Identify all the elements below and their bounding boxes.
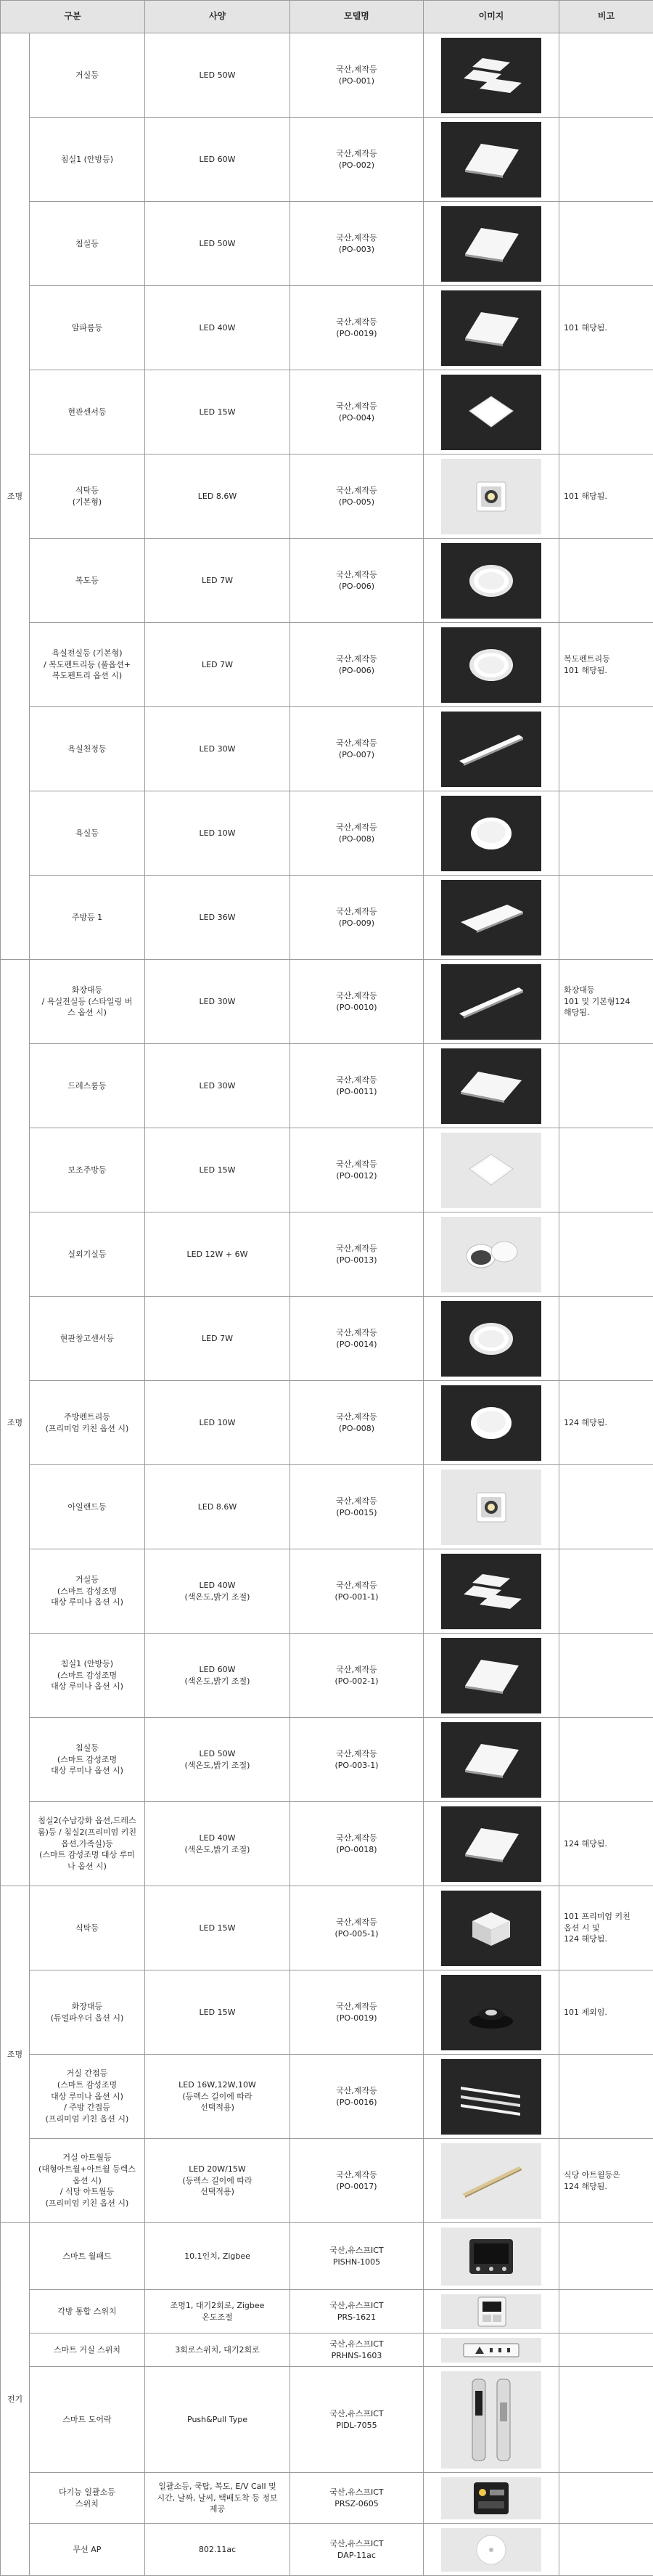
small-square-panel-icon (441, 1133, 541, 1208)
model-cell: 국산,제작등 (PO-008) (290, 791, 424, 876)
round-downlight-icon (441, 1301, 541, 1377)
table-row (1, 286, 653, 370)
header-spec: 사양 (145, 1, 290, 33)
spec-cell: LED 7W (145, 623, 290, 707)
model-cell: 국산,제작등 (PO-001) (290, 33, 424, 118)
linear-bar-icon (441, 712, 541, 787)
fixture-name-cell: 아일랜드등 (30, 1465, 145, 1549)
linear-profiles-icon (441, 2059, 541, 2135)
spec-cell: 일괄소등, 쿡탑, 복도, E/V Call 및 시간, 날짜, 날씨, 택배도착 등 정보 제공 (145, 2473, 290, 2524)
spec-cell: LED 40W (색온도,밝기 조절) (145, 1549, 290, 1634)
note-cell (559, 202, 653, 286)
spec-cell: LED 15W (145, 370, 290, 455)
note-cell: 화장대등 101 및 기본형124 해당됨. (559, 960, 653, 1044)
three-square-panels-icon (441, 1554, 541, 1629)
table-row (1, 2473, 653, 2524)
header-model: 모델명 (290, 1, 424, 33)
image-cell (424, 2223, 559, 2290)
model-cell: 국산,제작등 (PO-002-1) (290, 1634, 424, 1718)
fixture-name-cell: 침실1 (안방등) (30, 118, 145, 202)
fixture-name-cell: 실외기실등 (30, 1212, 145, 1297)
note-cell: 식당 아트월등은 124 해당됨. (559, 2139, 653, 2223)
table-row (1, 1381, 653, 1465)
image-cell (424, 1634, 559, 1718)
model-cell: 국산,유스프ICT PRHNS-1603 (290, 2334, 424, 2367)
note-cell: 101 해당됨. (559, 286, 653, 370)
model-cell: 국산,제작등 (PO-007) (290, 707, 424, 791)
table-row (1, 876, 653, 960)
round-downlight-icon (441, 543, 541, 619)
spec-cell: LED 50W (145, 33, 290, 118)
round-downlight-icon (441, 627, 541, 703)
table-row (1, 455, 653, 539)
image-cell (424, 1718, 559, 1802)
model-cell: 국산,제작등 (PO-0013) (290, 1212, 424, 1297)
spec-cell: LED 60W (145, 118, 290, 202)
spec-cell: Push&Pull Type (145, 2367, 290, 2473)
fixture-name-cell: 각방 통합 스위치 (30, 2290, 145, 2334)
image-cell (424, 1044, 559, 1128)
note-cell (559, 1465, 653, 1549)
fixture-name-cell: 현관센서등 (30, 370, 145, 455)
note-cell (559, 1549, 653, 1634)
door-lock-icon (441, 2371, 541, 2469)
model-cell: 국산,제작등 (PO-0017) (290, 2139, 424, 2223)
table-row (1, 1718, 653, 1802)
fixture-name-cell: 거실 아트월등 (대형아트월+아트월 등렉스 옵션 시) / 식당 아트월등 (프리미엄 키친 옵션 시) (30, 2139, 145, 2223)
small-square-panel-icon (441, 375, 541, 450)
fixture-name-cell: 스마트 도어락 (30, 2367, 145, 2473)
image-cell (424, 1802, 559, 1886)
model-cell: 국산,제작등 (PO-0015) (290, 1465, 424, 1549)
note-cell (559, 539, 653, 623)
note-cell: 124 해당됨. (559, 1802, 653, 1886)
fixture-name-cell: 침실1 (안방등) (스마트 감성조명 대상 루미나 옵션 시) (30, 1634, 145, 1718)
image-cell (424, 1465, 559, 1549)
square-panel-icon (441, 206, 541, 282)
table-row (1, 2334, 653, 2367)
image-cell (424, 455, 559, 539)
spec-cell: LED 30W (145, 707, 290, 791)
image-cell (424, 539, 559, 623)
spec-cell: LED 36W (145, 876, 290, 960)
model-cell: 국산,제작등 (PO-003-1) (290, 1718, 424, 1802)
table-row (1, 1634, 653, 1718)
spec-cell: LED 15W (145, 1886, 290, 1970)
note-cell: 복도펜트리등 101 해당됨. (559, 623, 653, 707)
model-cell: 국산,제작등 (PO-008) (290, 1381, 424, 1465)
round-dome-icon (441, 796, 541, 871)
note-cell (559, 1634, 653, 1718)
table-row (1, 2367, 653, 2473)
square-panel-icon (441, 122, 541, 197)
note-cell (559, 1044, 653, 1128)
rect-panel-icon (441, 1048, 541, 1124)
image-cell (424, 2290, 559, 2334)
model-cell: 국산,유스프ICT DAP-11ac (290, 2524, 424, 2576)
image-cell (424, 33, 559, 118)
fixture-name-cell: 침실등 (스마트 감성조명 대상 루미나 옵션 시) (30, 1718, 145, 1802)
note-cell: 124 해당됨. (559, 1381, 653, 1465)
fixture-name-cell: 주방펜트리등 (프리미엄 키친 옵션 시) (30, 1381, 145, 1465)
table-row (1, 2055, 653, 2139)
spec-cell: LED 60W (색온도,밝기 조절) (145, 1634, 290, 1718)
dome-pair-icon (441, 1217, 541, 1292)
table-row (1, 623, 653, 707)
image-cell (424, 707, 559, 791)
note-cell (559, 2290, 653, 2334)
image-cell (424, 876, 559, 960)
model-cell: 국산,제작등 (PO-003) (290, 202, 424, 286)
header-image: 이미지 (424, 1, 559, 33)
header-note: 비고 (559, 1, 653, 33)
fixture-name-cell: 거실등 (스마트 감성조명 대상 루미나 옵션 시) (30, 1549, 145, 1634)
round-dome-icon (441, 1385, 541, 1461)
spec-cell: LED 10W (145, 791, 290, 876)
table-row (1, 33, 653, 118)
image-cell (424, 2473, 559, 2524)
spec-cell: LED 40W (색온도,밝기 조절) (145, 1802, 290, 1886)
model-cell: 국산,제작등 (PO-002) (290, 118, 424, 202)
image-cell (424, 1212, 559, 1297)
model-cell: 국산,제작등 (PO-0014) (290, 1297, 424, 1381)
model-cell: 국산,제작등 (PO-0018) (290, 1802, 424, 1886)
image-cell (424, 1970, 559, 2055)
table-row (1, 1970, 653, 2055)
room-switch-icon (441, 2294, 541, 2329)
fixture-name-cell: 현관창고센서등 (30, 1297, 145, 1381)
spec-cell: LED 50W (145, 202, 290, 286)
note-cell (559, 2524, 653, 2576)
fixture-name-cell: 복도등 (30, 539, 145, 623)
wallpad-icon (441, 2227, 541, 2286)
table-row (1, 1128, 653, 1212)
spec-cell: LED 7W (145, 1297, 290, 1381)
spotlight-black-icon (441, 1975, 541, 2050)
square-panel-icon (441, 1806, 541, 1882)
note-cell (559, 2367, 653, 2473)
model-cell: 국산,제작등 (PO-005-1) (290, 1886, 424, 1970)
table-row (1, 960, 653, 1044)
fixture-name-cell: 욕실천정등 (30, 707, 145, 791)
recessed-spot-icon (441, 459, 541, 534)
linear-bar-icon (441, 964, 541, 1040)
model-cell: 국산,유스프ICT PRSZ-0605 (290, 2473, 424, 2524)
model-cell: 국산,제작등 (PO-0019) (290, 286, 424, 370)
note-cell (559, 1128, 653, 1212)
note-cell (559, 707, 653, 791)
note-cell (559, 118, 653, 202)
fixture-name-cell: 주방등 1 (30, 876, 145, 960)
table-body (1, 33, 653, 2576)
note-cell (559, 1212, 653, 1297)
image-cell (424, 2139, 559, 2223)
note-cell: 101 해당됨. (559, 455, 653, 539)
image-cell (424, 202, 559, 286)
recessed-spot-icon (441, 1470, 541, 1545)
table-row (1, 539, 653, 623)
spec-cell: LED 12W + 6W (145, 1212, 290, 1297)
fixture-name-cell: 무선 AP (30, 2524, 145, 2576)
spec-cell: LED 10W (145, 1381, 290, 1465)
model-cell: 국산,제작등 (PO-005) (290, 455, 424, 539)
image-cell (424, 1886, 559, 1970)
fixture-name-cell: 화장대등 (듀얼파우더 옵션 시) (30, 1970, 145, 2055)
image-cell (424, 2334, 559, 2367)
fixture-name-cell: 거실등 (30, 33, 145, 118)
model-cell: 국산,제작등 (PO-0016) (290, 2055, 424, 2139)
image-cell (424, 791, 559, 876)
model-cell: 국산,제작등 (PO-009) (290, 876, 424, 960)
header-category: 구분 (1, 1, 145, 33)
model-cell: 국산,제작등 (PO-006) (290, 623, 424, 707)
square-panel-icon (441, 290, 541, 366)
note-cell (559, 2473, 653, 2524)
image-cell (424, 2524, 559, 2576)
image-cell (424, 2367, 559, 2473)
table-row (1, 1212, 653, 1297)
image-cell (424, 1128, 559, 1212)
model-cell: 국산,유스프ICT PIDL-7055 (290, 2367, 424, 2473)
image-cell (424, 286, 559, 370)
table-row (1, 2524, 653, 2576)
model-cell: 국산,제작등 (PO-0012) (290, 1128, 424, 1212)
group-cell: 전기 (1, 2223, 30, 2576)
note-cell (559, 2223, 653, 2290)
fixture-name-cell: 보조주방등 (30, 1128, 145, 1212)
model-cell: 국산,제작등 (PO-0010) (290, 960, 424, 1044)
model-cell: 국산,제작등 (PO-0011) (290, 1044, 424, 1128)
image-cell (424, 118, 559, 202)
model-cell: 국산,제작등 (PO-004) (290, 370, 424, 455)
note-cell (559, 876, 653, 960)
table-row (1, 202, 653, 286)
image-cell (424, 2055, 559, 2139)
note-cell (559, 370, 653, 455)
image-cell (424, 370, 559, 455)
note-cell (559, 2334, 653, 2367)
spec-cell: LED 15W (145, 1970, 290, 2055)
thin-rod-icon (441, 2143, 541, 2219)
image-cell (424, 1297, 559, 1381)
fixture-name-cell: 욕실전실등 (기본형) / 복도펜트리등 (풀옵션+ 복도펜트리 옵션 시) (30, 623, 145, 707)
spec-cell: LED 16W,12W,10W (등렉스 길이에 따라 선택적용) (145, 2055, 290, 2139)
fixture-name-cell: 다기능 일괄소등 스위치 (30, 2473, 145, 2524)
table-row (1, 1802, 653, 1886)
group-cell: 조명 (1, 1886, 30, 2223)
image-cell (424, 623, 559, 707)
table-row (1, 1465, 653, 1549)
cube-pendant-icon (441, 1891, 541, 1966)
table-row (1, 791, 653, 876)
table-row (1, 2290, 653, 2334)
table-row (1, 707, 653, 791)
fixture-name-cell: 스마트 거실 스위치 (30, 2334, 145, 2367)
fixture-name-cell: 식탁등 (30, 1886, 145, 1970)
note-cell (559, 1718, 653, 1802)
spec-cell: 조명1, 대기2회로, Zigbee 온도조절 (145, 2290, 290, 2334)
image-cell (424, 1381, 559, 1465)
model-cell: 국산,유스프ICT PISHN-1005 (290, 2223, 424, 2290)
fixture-name-cell: 침실2(수납강화 옵션,드레스 룸)등 / 침실2(프리미엄 키친 옵션,가족실)등 (스마트 감성조명 대상 루미 나 옵션 시) (30, 1802, 145, 1886)
wireless-ap-icon (441, 2528, 541, 2572)
model-cell: 국산,유스프ICT PRS-1621 (290, 2290, 424, 2334)
note-cell (559, 33, 653, 118)
note-cell (559, 791, 653, 876)
three-square-panels-icon (441, 38, 541, 113)
table-row (1, 2223, 653, 2290)
square-panel-icon (441, 1722, 541, 1798)
fixture-name-cell: 드레스룸등 (30, 1044, 145, 1128)
spec-cell: LED 50W (색온도,밝기 조절) (145, 1718, 290, 1802)
spec-cell: LED 8.6W (145, 1465, 290, 1549)
table-header-row (1, 1, 653, 33)
master-switch-icon (441, 2477, 541, 2519)
note-cell: 101 제외임. (559, 1970, 653, 2055)
note-cell (559, 2055, 653, 2139)
table-row (1, 1886, 653, 1970)
living-switch-icon (441, 2338, 541, 2363)
table-row (1, 370, 653, 455)
spec-cell: LED 20W/15W (등렉스 길이에 따라 선택적용) (145, 2139, 290, 2223)
spec-cell: 10.1인치, Zigbee (145, 2223, 290, 2290)
spec-cell: LED 7W (145, 539, 290, 623)
note-cell (559, 1297, 653, 1381)
fixture-name-cell: 화장대등 / 욕실전실등 (스타일링 버 스 옵션 시) (30, 960, 145, 1044)
table-row (1, 1549, 653, 1634)
spec-cell: LED 15W (145, 1128, 290, 1212)
group-cell: 조명 (1, 33, 30, 960)
model-cell: 국산,제작등 (PO-006) (290, 539, 424, 623)
table-row (1, 1044, 653, 1128)
group-cell: 조명 (1, 960, 30, 1886)
spec-cell: 3회로스위치, 대기2회로 (145, 2334, 290, 2367)
long-panel-icon (441, 880, 541, 955)
image-cell (424, 1549, 559, 1634)
table-row (1, 118, 653, 202)
model-cell: 국산,제작등 (PO-0019) (290, 1970, 424, 2055)
fixture-name-cell: 거실 간접등 (스마트 감성조명 대상 루미나 옵션 시) / 주방 간접등 (프리미엄 키친 옵션 시) (30, 2055, 145, 2139)
spec-cell: LED 30W (145, 960, 290, 1044)
table-row (1, 1297, 653, 1381)
spec-cell: LED 30W (145, 1044, 290, 1128)
model-cell: 국산,제작등 (PO-001-1) (290, 1549, 424, 1634)
square-panel-icon (441, 1638, 541, 1713)
fixture-name-cell: 알파룸등 (30, 286, 145, 370)
image-cell (424, 960, 559, 1044)
fixture-name-cell: 식탁등 (기본형) (30, 455, 145, 539)
spec-cell: LED 40W (145, 286, 290, 370)
table-row (1, 2139, 653, 2223)
spec-cell: 802.11ac (145, 2524, 290, 2576)
fixture-name-cell: 침실등 (30, 202, 145, 286)
fixture-name-cell: 욕실등 (30, 791, 145, 876)
fixture-name-cell: 스마트 월패드 (30, 2223, 145, 2290)
spec-cell: LED 8.6W (145, 455, 290, 539)
note-cell: 101 프리미엄 키친 옵션 시 및 124 해당됨. (559, 1886, 653, 1970)
